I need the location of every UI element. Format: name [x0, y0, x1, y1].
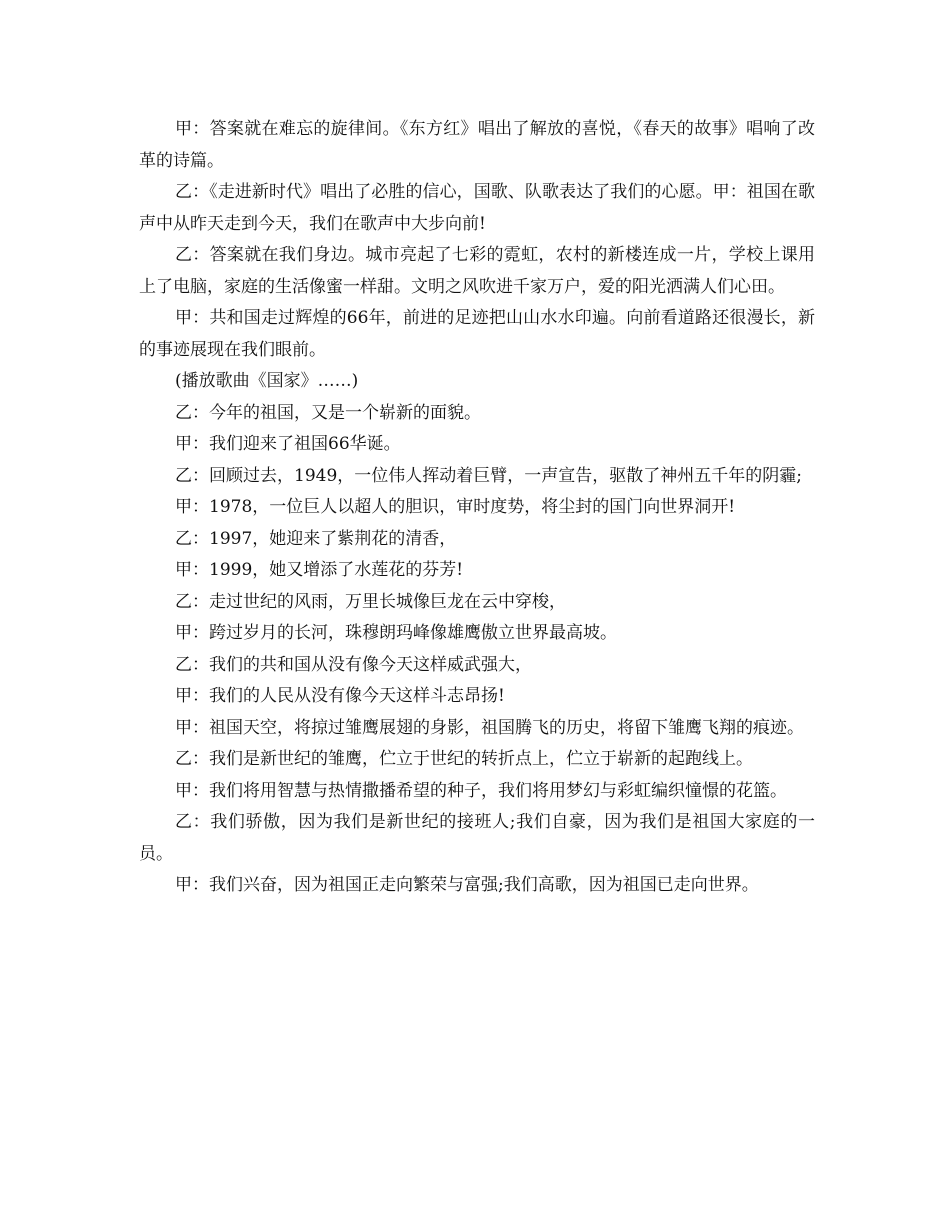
paragraph: 乙：我们骄傲，因为我们是新世纪的接班人;我们自豪，因为我们是祖国大家庭的一员。 [139, 812, 815, 864]
paragraph: 甲：我们兴奋，因为祖国正走向繁荣与富强;我们高歌，因为祖国已走向世界。 [175, 875, 759, 895]
paragraph: 甲：我们的人民从没有像今天这样斗志昂扬! [175, 686, 505, 706]
paragraph: 乙：今年的祖国，又是一个崭新的面貌。 [175, 402, 481, 423]
paragraph: 乙：《走进新时代》唱出了必胜的信心，国歌、队歌表达了我们的心愿。甲：祖国在歌声中从昨天走到今天，我们在歌声中大步向前! [139, 182, 815, 234]
paragraph: 乙：我们的共和国从没有像今天这样威武强大， [175, 654, 532, 675]
paragraph: 甲：1978，一位巨人以超人的胆识，审时度势，将尘封的国门向世界洞开! [175, 497, 736, 517]
paragraph: 甲：跨过岁月的长河，珠穆朗玛峰像雄鹰傲立世界最高坡。 [175, 623, 617, 643]
paragraph: 甲：祖国天空，将掠过雏鹰展翅的身影，祖国腾飞的历史，将留下雏鹰飞翔的痕迹。 [175, 717, 804, 738]
paragraph: 甲：答案就在难忘的旋律间。《东方红》唱出了解放的喜悦，《春天的故事》唱响了改革的诗篇。 [139, 119, 815, 171]
paragraph: 乙：走过世纪的风雨，万里长城像巨龙在云中穿梭， [175, 591, 566, 612]
paragraph: (播放歌曲《国家》……) [175, 371, 359, 391]
paragraph: 乙：我们是新世纪的雏鹰，伫立于世纪的转折点上，伫立于崭新的起跑线上。 [175, 749, 753, 769]
paragraph: 甲：我们迎来了祖国66华诞。 [175, 434, 401, 454]
paragraph: 乙：回顾过去，1949，一位伟人挥动着巨臂，一声宣告，驱散了神州五千年的阴霾; [175, 465, 802, 486]
paragraph: 甲：共和国走过辉煌的66年，前进的足迹把山山水水印遍。向前看道路还很漫长，新的事迹展现在我们眼前。 [139, 308, 815, 360]
paragraph: 甲：我们将用智慧与热情撒播希望的种子，我们将用梦幻与彩虹编织憧憬的花篮。 [175, 780, 787, 801]
paragraph: 乙：答案就在我们身边。城市亮起了七彩的霓虹，农村的新楼连成一片，学校上课用上了电脑，家庭的生活像蜜一样甜。文明之风吹进千家万户，爱的阳光洒满人们心田。 [139, 245, 815, 297]
paragraph: 乙：1997，她迎来了紫荆花的清香， [175, 528, 457, 549]
paragraph: 甲：1999，她又增添了水莲花的芬芳! [175, 560, 464, 580]
document-body [139, 114, 815, 902]
